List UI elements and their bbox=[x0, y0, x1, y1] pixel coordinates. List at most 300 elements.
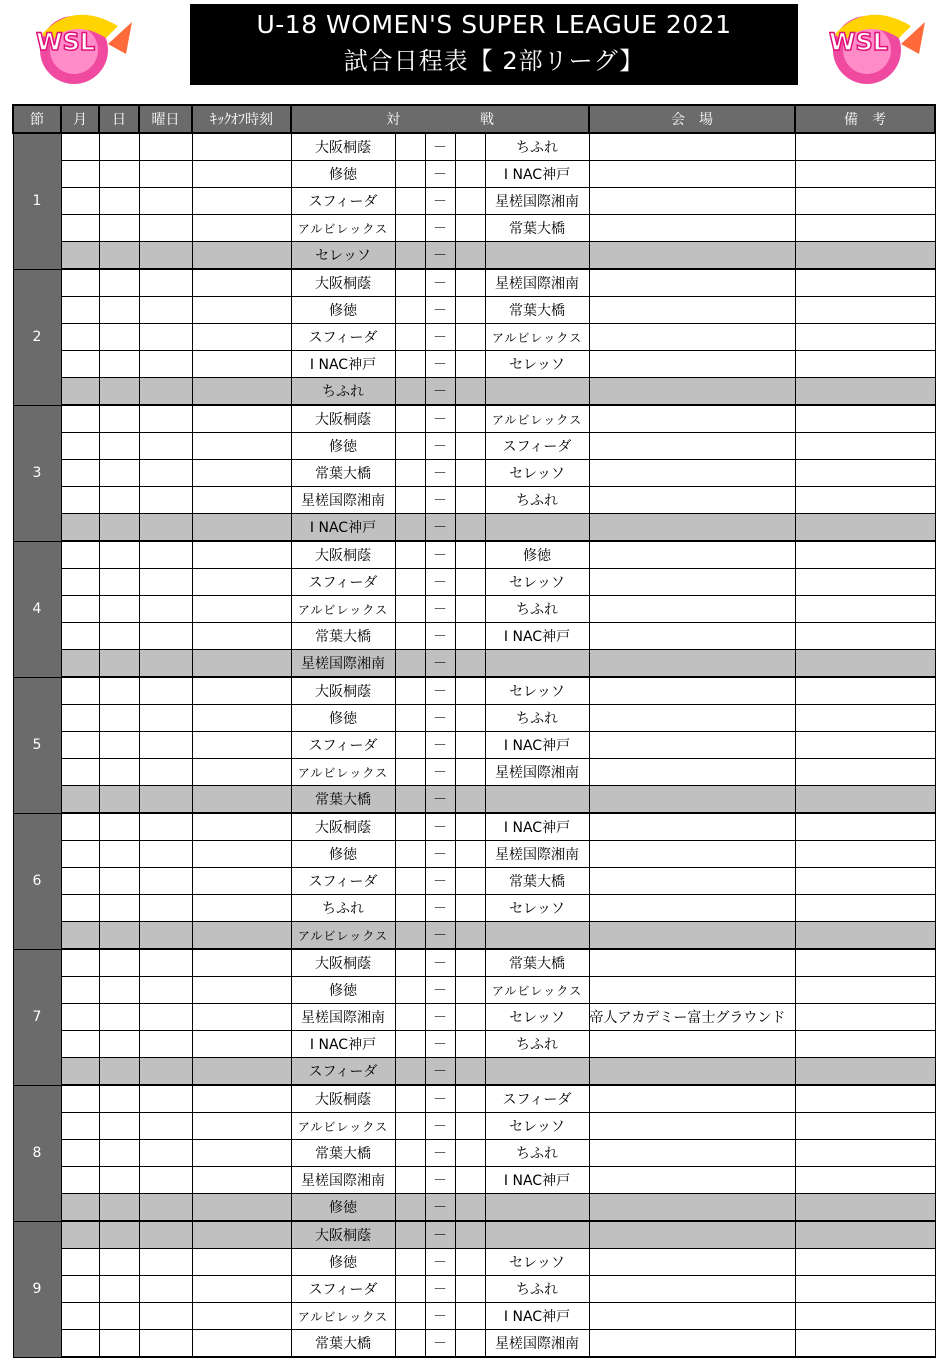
bye-row bbox=[13, 1221, 935, 1249]
kickoff-cell bbox=[192, 133, 291, 161]
weekday-cell bbox=[139, 297, 192, 324]
col-month: 月 bbox=[61, 105, 99, 133]
month-cell bbox=[61, 1330, 99, 1358]
score-home bbox=[395, 161, 425, 188]
notes-cell bbox=[795, 1167, 935, 1194]
month-cell bbox=[61, 215, 99, 242]
notes-cell bbox=[795, 1085, 935, 1113]
day-cell bbox=[99, 759, 139, 786]
month-cell bbox=[61, 541, 99, 569]
venue-cell bbox=[589, 514, 795, 542]
vs-dash: － bbox=[425, 188, 455, 215]
match-row bbox=[13, 1004, 935, 1031]
match-row bbox=[13, 324, 935, 351]
away-team: アルビレックス bbox=[485, 324, 589, 351]
vs-dash: － bbox=[425, 949, 455, 977]
month-cell bbox=[61, 1113, 99, 1140]
match-row bbox=[13, 215, 935, 242]
day-cell bbox=[99, 596, 139, 623]
kickoff-cell bbox=[192, 1058, 291, 1086]
title-box bbox=[190, 4, 798, 85]
col-notes: 備 考 bbox=[795, 105, 935, 133]
venue-cell bbox=[589, 949, 795, 977]
score-home bbox=[395, 351, 425, 378]
away-team bbox=[485, 650, 589, 678]
away-team: 星槎国際湘南 bbox=[485, 841, 589, 868]
day-cell bbox=[99, 460, 139, 487]
day-cell bbox=[99, 1221, 139, 1249]
day-cell bbox=[99, 1058, 139, 1086]
away-team: ちふれ bbox=[485, 1031, 589, 1058]
score-home bbox=[395, 1276, 425, 1303]
away-team: ちふれ bbox=[485, 705, 589, 732]
score-away bbox=[455, 1031, 485, 1058]
home-team: アルビレックス bbox=[291, 1303, 395, 1330]
home-team: 修徳 bbox=[291, 705, 395, 732]
home-team: スフィーダ bbox=[291, 324, 395, 351]
home-team: スフィーダ bbox=[291, 1276, 395, 1303]
weekday-cell bbox=[139, 351, 192, 378]
score-home bbox=[395, 1140, 425, 1167]
home-team: 大阪桐蔭 bbox=[291, 677, 395, 705]
score-home bbox=[395, 1085, 425, 1113]
home-team: 修徳 bbox=[291, 1249, 395, 1276]
score-away bbox=[455, 895, 485, 922]
weekday-cell bbox=[139, 1113, 192, 1140]
venue-cell bbox=[589, 977, 795, 1004]
away-team: 修徳 bbox=[485, 541, 589, 569]
bye-team: 星槎国際湘南 bbox=[291, 650, 395, 678]
svg-text:WSL: WSL bbox=[829, 28, 889, 56]
kickoff-cell bbox=[192, 922, 291, 950]
away-team: セレッソ bbox=[485, 569, 589, 596]
score-away bbox=[455, 1085, 485, 1113]
kickoff-cell bbox=[192, 351, 291, 378]
round-number: 4 bbox=[13, 541, 61, 677]
vs-dash: － bbox=[425, 514, 455, 542]
day-cell bbox=[99, 977, 139, 1004]
away-team: I NAC神戸 bbox=[485, 732, 589, 759]
home-team: スフィーダ bbox=[291, 732, 395, 759]
home-team: 大阪桐蔭 bbox=[291, 405, 395, 433]
score-home bbox=[395, 324, 425, 351]
notes-cell bbox=[795, 868, 935, 895]
vs-dash: － bbox=[425, 650, 455, 678]
match-row bbox=[13, 1303, 935, 1330]
venue-cell bbox=[589, 677, 795, 705]
month-cell bbox=[61, 405, 99, 433]
weekday-cell bbox=[139, 1058, 192, 1086]
home-team: スフィーダ bbox=[291, 188, 395, 215]
away-team: アルビレックス bbox=[485, 405, 589, 433]
kickoff-cell bbox=[192, 269, 291, 297]
venue-cell bbox=[589, 650, 795, 678]
weekday-cell bbox=[139, 1330, 192, 1358]
venue-cell bbox=[589, 732, 795, 759]
month-cell bbox=[61, 1058, 99, 1086]
month-cell bbox=[61, 1221, 99, 1249]
month-cell bbox=[61, 922, 99, 950]
kickoff-cell bbox=[192, 433, 291, 460]
kickoff-cell bbox=[192, 1140, 291, 1167]
venue-cell bbox=[589, 1303, 795, 1330]
score-home bbox=[395, 786, 425, 814]
kickoff-cell bbox=[192, 1249, 291, 1276]
home-team: 常葉大橋 bbox=[291, 460, 395, 487]
home-team: アルビレックス bbox=[291, 596, 395, 623]
score-away bbox=[455, 1167, 485, 1194]
weekday-cell bbox=[139, 487, 192, 514]
vs-dash: － bbox=[425, 759, 455, 786]
notes-cell bbox=[795, 541, 935, 569]
round-number: 7 bbox=[13, 949, 61, 1085]
match-row bbox=[13, 1140, 935, 1167]
home-team: スフィーダ bbox=[291, 569, 395, 596]
day-cell bbox=[99, 405, 139, 433]
vs-dash: － bbox=[425, 1303, 455, 1330]
day-cell bbox=[99, 623, 139, 650]
venue-cell bbox=[589, 487, 795, 514]
bye-team: スフィーダ bbox=[291, 1058, 395, 1086]
score-away bbox=[455, 1004, 485, 1031]
vs-dash: － bbox=[425, 813, 455, 841]
away-team bbox=[485, 378, 589, 406]
vs-dash: － bbox=[425, 351, 455, 378]
weekday-cell bbox=[139, 841, 192, 868]
month-cell bbox=[61, 297, 99, 324]
day-cell bbox=[99, 949, 139, 977]
venue-cell bbox=[589, 813, 795, 841]
score-home bbox=[395, 1113, 425, 1140]
vs-dash: － bbox=[425, 215, 455, 242]
score-away bbox=[455, 677, 485, 705]
score-away bbox=[455, 868, 485, 895]
month-cell bbox=[61, 460, 99, 487]
away-team: スフィーダ bbox=[485, 1085, 589, 1113]
month-cell bbox=[61, 650, 99, 678]
weekday-cell bbox=[139, 1221, 192, 1249]
away-team: 常葉大橋 bbox=[485, 297, 589, 324]
bye-row bbox=[13, 650, 935, 678]
score-home bbox=[395, 215, 425, 242]
round-number: 8 bbox=[13, 1085, 61, 1221]
month-cell bbox=[61, 1249, 99, 1276]
venue-cell bbox=[589, 324, 795, 351]
notes-cell bbox=[795, 1194, 935, 1222]
day-cell bbox=[99, 705, 139, 732]
kickoff-cell bbox=[192, 677, 291, 705]
weekday-cell bbox=[139, 623, 192, 650]
weekday-cell bbox=[139, 813, 192, 841]
day-cell bbox=[99, 487, 139, 514]
score-home bbox=[395, 650, 425, 678]
col-venue: 会 場 bbox=[589, 105, 795, 133]
day-cell bbox=[99, 541, 139, 569]
weekday-cell bbox=[139, 977, 192, 1004]
notes-cell bbox=[795, 1140, 935, 1167]
away-team: セレッソ bbox=[485, 677, 589, 705]
score-home bbox=[395, 596, 425, 623]
away-team bbox=[485, 514, 589, 542]
away-team: 星槎国際湘南 bbox=[485, 1330, 589, 1358]
score-home bbox=[395, 405, 425, 433]
vs-dash: － bbox=[425, 1113, 455, 1140]
score-away bbox=[455, 1249, 485, 1276]
away-team bbox=[485, 242, 589, 270]
day-cell bbox=[99, 1303, 139, 1330]
match-row bbox=[13, 623, 935, 650]
score-home bbox=[395, 868, 425, 895]
kickoff-cell bbox=[192, 705, 291, 732]
venue-cell bbox=[589, 705, 795, 732]
score-home bbox=[395, 541, 425, 569]
day-cell bbox=[99, 378, 139, 406]
home-team: 修徳 bbox=[291, 841, 395, 868]
day-cell bbox=[99, 188, 139, 215]
vs-dash: － bbox=[425, 378, 455, 406]
month-cell bbox=[61, 351, 99, 378]
month-cell bbox=[61, 623, 99, 650]
month-cell bbox=[61, 133, 99, 161]
home-team: アルビレックス bbox=[291, 759, 395, 786]
away-team: ちふれ bbox=[485, 133, 589, 161]
day-cell bbox=[99, 297, 139, 324]
score-home bbox=[395, 1303, 425, 1330]
kickoff-cell bbox=[192, 569, 291, 596]
match-row bbox=[13, 1085, 935, 1113]
header-row bbox=[13, 105, 935, 133]
notes-cell bbox=[795, 677, 935, 705]
match-row bbox=[13, 705, 935, 732]
month-cell bbox=[61, 759, 99, 786]
away-team: I NAC神戸 bbox=[485, 1303, 589, 1330]
score-away bbox=[455, 541, 485, 569]
page-subtitle: 試合日程表【 2部リーグ】 bbox=[343, 47, 645, 75]
notes-cell bbox=[795, 188, 935, 215]
score-away bbox=[455, 378, 485, 406]
venue-cell bbox=[589, 1140, 795, 1167]
weekday-cell bbox=[139, 569, 192, 596]
day-cell bbox=[99, 215, 139, 242]
match-row bbox=[13, 188, 935, 215]
venue-cell bbox=[589, 786, 795, 814]
kickoff-cell bbox=[192, 977, 291, 1004]
venue-cell bbox=[589, 1113, 795, 1140]
score-away bbox=[455, 759, 485, 786]
kickoff-cell bbox=[192, 1031, 291, 1058]
score-home bbox=[395, 705, 425, 732]
vs-dash: － bbox=[425, 324, 455, 351]
kickoff-cell bbox=[192, 841, 291, 868]
kickoff-cell bbox=[192, 1330, 291, 1358]
home-team: アルビレックス bbox=[291, 215, 395, 242]
match-row bbox=[13, 1249, 935, 1276]
kickoff-cell bbox=[192, 297, 291, 324]
bye-row bbox=[13, 786, 935, 814]
month-cell bbox=[61, 895, 99, 922]
score-home bbox=[395, 460, 425, 487]
weekday-cell bbox=[139, 868, 192, 895]
weekday-cell bbox=[139, 732, 192, 759]
month-cell bbox=[61, 1194, 99, 1222]
score-home bbox=[395, 1221, 425, 1249]
weekday-cell bbox=[139, 596, 192, 623]
weekday-cell bbox=[139, 949, 192, 977]
kickoff-cell bbox=[192, 460, 291, 487]
vs-dash: － bbox=[425, 405, 455, 433]
home-team: ちふれ bbox=[291, 895, 395, 922]
weekday-cell bbox=[139, 922, 192, 950]
weekday-cell bbox=[139, 514, 192, 542]
month-cell bbox=[61, 786, 99, 814]
day-cell bbox=[99, 1276, 139, 1303]
vs-dash: － bbox=[425, 460, 455, 487]
kickoff-cell bbox=[192, 1303, 291, 1330]
home-team: スフィーダ bbox=[291, 868, 395, 895]
away-team: ちふれ bbox=[485, 596, 589, 623]
month-cell bbox=[61, 977, 99, 1004]
month-cell bbox=[61, 487, 99, 514]
match-row bbox=[13, 1276, 935, 1303]
weekday-cell bbox=[139, 188, 192, 215]
home-team: 大阪桐蔭 bbox=[291, 1085, 395, 1113]
score-away bbox=[455, 297, 485, 324]
bye-row bbox=[13, 378, 935, 406]
home-team: 常葉大橋 bbox=[291, 1140, 395, 1167]
score-away bbox=[455, 1140, 485, 1167]
score-home bbox=[395, 1194, 425, 1222]
score-home bbox=[395, 895, 425, 922]
col-day: 日 bbox=[99, 105, 139, 133]
weekday-cell bbox=[139, 433, 192, 460]
away-team: I NAC神戸 bbox=[485, 813, 589, 841]
kickoff-cell bbox=[192, 1194, 291, 1222]
venue-cell bbox=[589, 188, 795, 215]
month-cell bbox=[61, 514, 99, 542]
weekday-cell bbox=[139, 378, 192, 406]
match-row bbox=[13, 541, 935, 569]
bye-row bbox=[13, 514, 935, 542]
away-team: セレッソ bbox=[485, 460, 589, 487]
match-row bbox=[13, 895, 935, 922]
day-cell bbox=[99, 922, 139, 950]
notes-cell bbox=[795, 460, 935, 487]
away-team: ちふれ bbox=[485, 487, 589, 514]
score-away bbox=[455, 514, 485, 542]
home-team: 大阪桐蔭 bbox=[291, 949, 395, 977]
notes-cell bbox=[795, 1221, 935, 1249]
score-home bbox=[395, 1167, 425, 1194]
score-home bbox=[395, 1031, 425, 1058]
venue-cell bbox=[589, 1031, 795, 1058]
away-team: I NAC神戸 bbox=[485, 1167, 589, 1194]
month-cell bbox=[61, 269, 99, 297]
wsl-logo-left bbox=[22, 4, 142, 88]
score-away bbox=[455, 460, 485, 487]
venue-cell bbox=[589, 759, 795, 786]
vs-dash: － bbox=[425, 1276, 455, 1303]
notes-cell bbox=[795, 215, 935, 242]
home-team: I NAC神戸 bbox=[291, 351, 395, 378]
score-home bbox=[395, 732, 425, 759]
weekday-cell bbox=[139, 895, 192, 922]
bye-row bbox=[13, 1058, 935, 1086]
away-team bbox=[485, 1194, 589, 1222]
weekday-cell bbox=[139, 541, 192, 569]
notes-cell bbox=[795, 297, 935, 324]
match-row bbox=[13, 949, 935, 977]
away-team: ちふれ bbox=[485, 1140, 589, 1167]
score-away bbox=[455, 1303, 485, 1330]
away-team: アルビレックス bbox=[485, 977, 589, 1004]
col-kickoff: ｷｯｸｵﾌ時刻 bbox=[192, 105, 291, 133]
match-row bbox=[13, 161, 935, 188]
venue-cell bbox=[589, 133, 795, 161]
kickoff-cell bbox=[192, 786, 291, 814]
match-row bbox=[13, 1167, 935, 1194]
notes-cell bbox=[795, 1249, 935, 1276]
vs-dash: － bbox=[425, 1031, 455, 1058]
notes-cell bbox=[795, 378, 935, 406]
home-team: 大阪桐蔭 bbox=[291, 813, 395, 841]
score-home bbox=[395, 1249, 425, 1276]
venue-cell bbox=[589, 269, 795, 297]
score-away bbox=[455, 1330, 485, 1358]
venue-cell bbox=[589, 1249, 795, 1276]
score-away bbox=[455, 623, 485, 650]
score-home bbox=[395, 269, 425, 297]
vs-dash: － bbox=[425, 161, 455, 188]
weekday-cell bbox=[139, 1004, 192, 1031]
kickoff-cell bbox=[192, 1113, 291, 1140]
schedule-table bbox=[12, 104, 936, 1358]
venue-cell bbox=[589, 922, 795, 950]
away-team: セレッソ bbox=[485, 895, 589, 922]
month-cell bbox=[61, 1167, 99, 1194]
notes-cell bbox=[795, 133, 935, 161]
notes-cell bbox=[795, 1303, 935, 1330]
vs-dash: － bbox=[425, 922, 455, 950]
venue-cell bbox=[589, 351, 795, 378]
home-team: 大阪桐蔭 bbox=[291, 269, 395, 297]
kickoff-cell bbox=[192, 813, 291, 841]
day-cell bbox=[99, 895, 139, 922]
away-team: 星槎国際湘南 bbox=[485, 188, 589, 215]
notes-cell bbox=[795, 705, 935, 732]
weekday-cell bbox=[139, 786, 192, 814]
score-away bbox=[455, 922, 485, 950]
wsl-logo-right bbox=[815, 4, 935, 88]
day-cell bbox=[99, 1249, 139, 1276]
away-team: I NAC神戸 bbox=[485, 161, 589, 188]
month-cell bbox=[61, 324, 99, 351]
vs-dash: － bbox=[425, 705, 455, 732]
notes-cell bbox=[795, 161, 935, 188]
notes-cell bbox=[795, 569, 935, 596]
notes-cell bbox=[795, 596, 935, 623]
kickoff-cell bbox=[192, 623, 291, 650]
score-home bbox=[395, 759, 425, 786]
notes-cell bbox=[795, 1113, 935, 1140]
day-cell bbox=[99, 1004, 139, 1031]
match-row bbox=[13, 460, 935, 487]
vs-dash: － bbox=[425, 1058, 455, 1086]
match-row bbox=[13, 351, 935, 378]
match-row bbox=[13, 297, 935, 324]
score-home bbox=[395, 297, 425, 324]
venue-cell bbox=[589, 541, 795, 569]
venue-cell bbox=[589, 215, 795, 242]
